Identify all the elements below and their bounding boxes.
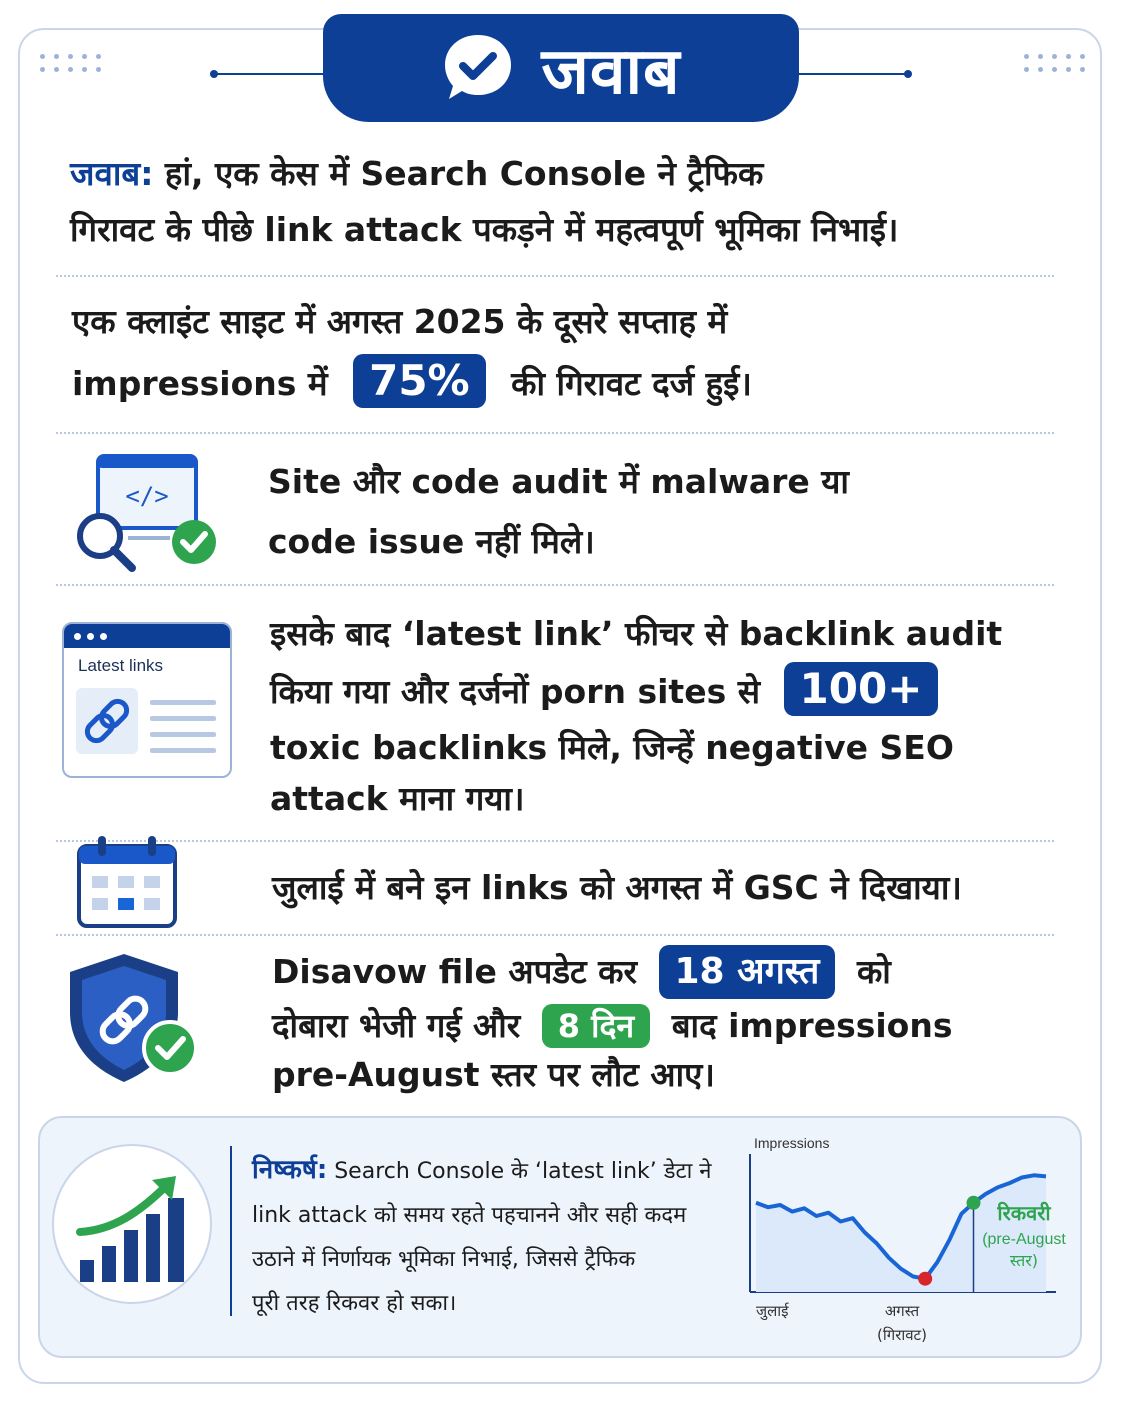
drop-suffix: की गिरावट दर्ज हुई। xyxy=(511,364,752,403)
drop-percent-badge: 75% xyxy=(353,354,486,408)
drop-prefix: impressions में xyxy=(72,364,328,403)
chart-ylabel: Impressions xyxy=(754,1135,830,1151)
disavow-line-2-suffix: बाद impressions xyxy=(671,1006,953,1045)
audit-text xyxy=(268,454,849,570)
page-title: जवाब xyxy=(541,34,681,109)
disavow-prefix: Disavow file अपडेट कर xyxy=(272,952,637,991)
disavow-line-2-prefix: दोबारा भेजी गई और xyxy=(272,1006,521,1045)
recovery-label: रिकवरी xyxy=(997,1201,1051,1225)
disavow-days-badge: 8 दिन xyxy=(542,1004,650,1048)
divider xyxy=(56,934,1054,936)
growth-bar-chart-arrow-icon xyxy=(72,1170,192,1286)
x-label-august: अगस्त xyxy=(884,1302,920,1320)
backlinks-line-4: attack माना गया। xyxy=(270,779,525,818)
disavow-after-date: को xyxy=(856,952,891,991)
x-label-drop: (गिरावट) xyxy=(877,1326,927,1344)
divider xyxy=(56,432,1054,434)
conclusion-line-4: पूरी तरह रिकवर हो सका। xyxy=(252,1291,457,1316)
shield-link-check-icon xyxy=(66,950,198,1086)
audit-line-1: Site और code audit में malware या xyxy=(268,462,849,501)
answer-line-1: हां, एक केस में Search Console ने ट्रैफिक xyxy=(164,154,764,193)
recovery-point xyxy=(967,1196,981,1210)
audit-line-2: code issue नहीं मिले। xyxy=(268,522,595,561)
disavow-line-3: pre-August स्तर पर लौट आए। xyxy=(272,1055,715,1094)
latest-links-window-icon xyxy=(62,622,232,778)
drop-block xyxy=(72,294,752,412)
conclusion-lead: निष्कर्ष: xyxy=(252,1155,328,1185)
answer-lead: जवाब: xyxy=(70,154,154,193)
conclusion-text xyxy=(252,1148,722,1326)
drop-line-1: एक क्लाइंट साइट में अगस्त 2025 के दूसरे सप्ताह में xyxy=(72,302,728,341)
conclusion-line-1: Search Console के ‘latest link’ डेटा ने xyxy=(334,1159,712,1184)
decorative-dots-right xyxy=(1024,54,1086,72)
header-line-left xyxy=(214,73,326,75)
backlinks-count-badge: 100+ xyxy=(784,662,939,716)
recovery-sub-label-1: (pre-August xyxy=(982,1231,1066,1248)
answer-block xyxy=(70,146,898,258)
disavow-date-badge: 18 अगस्त xyxy=(659,945,836,999)
recovery-sub-label-2: स्तर) xyxy=(1009,1251,1039,1270)
gsc-line: जुलाई में बने इन links को अगस्त में GSC ने दिखाया। xyxy=(272,868,962,907)
header-line-right xyxy=(796,73,908,75)
svg-text:</>: </> xyxy=(125,482,169,510)
conclusion-line-2: link attack को समय रहते पहचानने और सही कदम xyxy=(252,1203,687,1228)
calendar-icon xyxy=(76,832,178,930)
conclusion-line-3: उठाने में निर्णायक भूमिका निभाई, जिससे ट्रैफिक xyxy=(252,1247,636,1272)
conclusion-divider xyxy=(230,1146,232,1316)
x-label-july: जुलाई xyxy=(756,1302,789,1320)
divider xyxy=(56,275,1054,277)
impressions-chart xyxy=(746,1132,1066,1352)
decorative-dots-left xyxy=(40,54,102,72)
code-audit-magnifier-icon xyxy=(72,452,222,572)
drop-point xyxy=(918,1272,932,1286)
window-titlebar xyxy=(64,624,230,648)
backlinks-text xyxy=(270,606,1002,822)
backlinks-line-1: इसके बाद ‘latest link’ फीचर से backlink audit xyxy=(270,614,1003,653)
backlinks-line-2: किया गया और दर्जनों porn sites से xyxy=(270,672,761,711)
latest-links-label: Latest links xyxy=(78,656,164,675)
divider xyxy=(56,584,1054,586)
divider xyxy=(56,840,1054,842)
header-line-dot-right xyxy=(904,70,912,78)
chain-link-icon xyxy=(64,676,232,776)
check-speech-bubble-icon xyxy=(441,31,515,105)
disavow-text xyxy=(272,944,952,1098)
header-banner xyxy=(323,14,799,122)
backlinks-line-3: toxic backlinks मिले, जिन्हें negative SEO xyxy=(270,728,954,767)
answer-line-2: गिरावट के पीछे link attack पकड़ने में महत्वपूर्ण भूमिका निभाई। xyxy=(70,210,899,249)
